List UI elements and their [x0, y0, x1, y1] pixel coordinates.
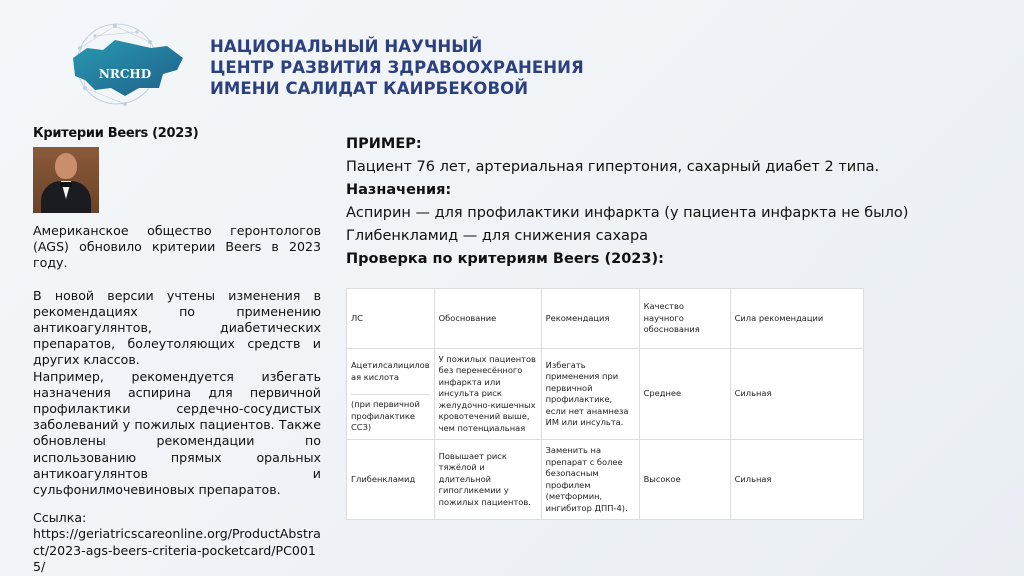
header-strength: Сила рекомендации [730, 289, 863, 349]
link-label: Ссылка: [33, 510, 87, 526]
organization-name [210, 36, 584, 99]
reference-link[interactable]: https://geriatricscareonline.org/ProductAbstract/2023-ags-beers-criteria-pocketcard/PC0015/ [33, 526, 321, 574]
left-title: Критерии Beers (2023) [33, 126, 199, 141]
example-block [346, 133, 966, 271]
drug-note: (при первичной профилактике ССЗ) [351, 399, 420, 432]
beers-criteria-table [346, 288, 864, 520]
left-column [33, 126, 321, 575]
check-heading: Проверка по критериям Beers (2023): [346, 251, 664, 267]
recommendation-cell: Избегать применения при первичной профилактике, если нет анамнеза ИМ или инсульта. [541, 349, 639, 440]
drug-name: Ацетилсалицилов ая кислота [351, 353, 430, 395]
org-line-3: ИМЕНИ САЛИДАТ КАИРБЕКОВОЙ [210, 79, 529, 98]
nrchd-logo [55, 18, 195, 110]
prescription-aspirin: Аспирин — для профилактики инфаркта (у пациента инфаркта не было) [346, 205, 909, 221]
table-row [347, 349, 864, 440]
patient-description: Пациент 76 лет, артериальная гипертония, сахарный диабет 2 типа. [346, 159, 880, 175]
header-quality: Качество научного обоснования [639, 289, 730, 349]
header-drug: ЛС [347, 289, 435, 349]
kazakhstan-map-icon [55, 18, 195, 110]
org-line-1: НАЦИОНАЛЬНЫЙ НАУЧНЫЙ [210, 37, 483, 56]
quality-cell: Высокое [639, 440, 730, 520]
table-row [347, 440, 864, 520]
prescription-glibenclamide: Глибенкламид — для снижения сахара [346, 228, 649, 244]
svg-text:NRCHD: NRCHD [98, 67, 152, 81]
intro-paragraph: Американское общество геронтологов (AGS) обновило критерии Beers в 2023 году. [33, 223, 321, 271]
drug-cell: Глибенкламид [347, 440, 435, 520]
example-heading: ПРИМЕР: [346, 136, 422, 152]
rationale-cell: Повышает риск тяжёлой и длительной гипогликемии у пожилых пациентов. [434, 440, 541, 520]
strength-cell: Сильная [730, 440, 863, 520]
update-paragraph: В новой версии учтены изменения в рекомендациях по применению антикоагулянтов, диабетических препаратов, болеутоляющих средств и других классов. [33, 287, 321, 368]
prescriptions-heading: Назначения: [346, 182, 452, 198]
strength-cell: Сильная [730, 349, 863, 440]
rationale-cell: У пожилых пациентов без перенесённого инфаркта или инсульта риск желудочно-кишечных кровотечений выше, чем потенциальная [434, 349, 541, 440]
drug-cell [347, 349, 435, 440]
header-rationale: Обоснование [434, 289, 541, 349]
example-paragraph: Например, рекомендуется избегать назначения аспирина для первичной профилактики сердечно-сосудистых заболеваний у пожилых пациентов. Также обновлены рекомендации по использованию прямых оральных антикоагулянтов и сульфонилмочевиновых препаратов. [33, 368, 321, 498]
org-line-2: ЦЕНТР РАЗВИТИЯ ЗДРАВООХРАНЕНИЯ [210, 58, 584, 77]
quality-cell: Среднее [639, 349, 730, 440]
header-recommendation: Рекомендация [541, 289, 639, 349]
author-photo [33, 147, 99, 213]
table-header-row [347, 289, 864, 349]
recommendation-cell: Заменить на препарат с более безопасным профилем (метформин, ингибитор ДПП-4). [541, 440, 639, 520]
